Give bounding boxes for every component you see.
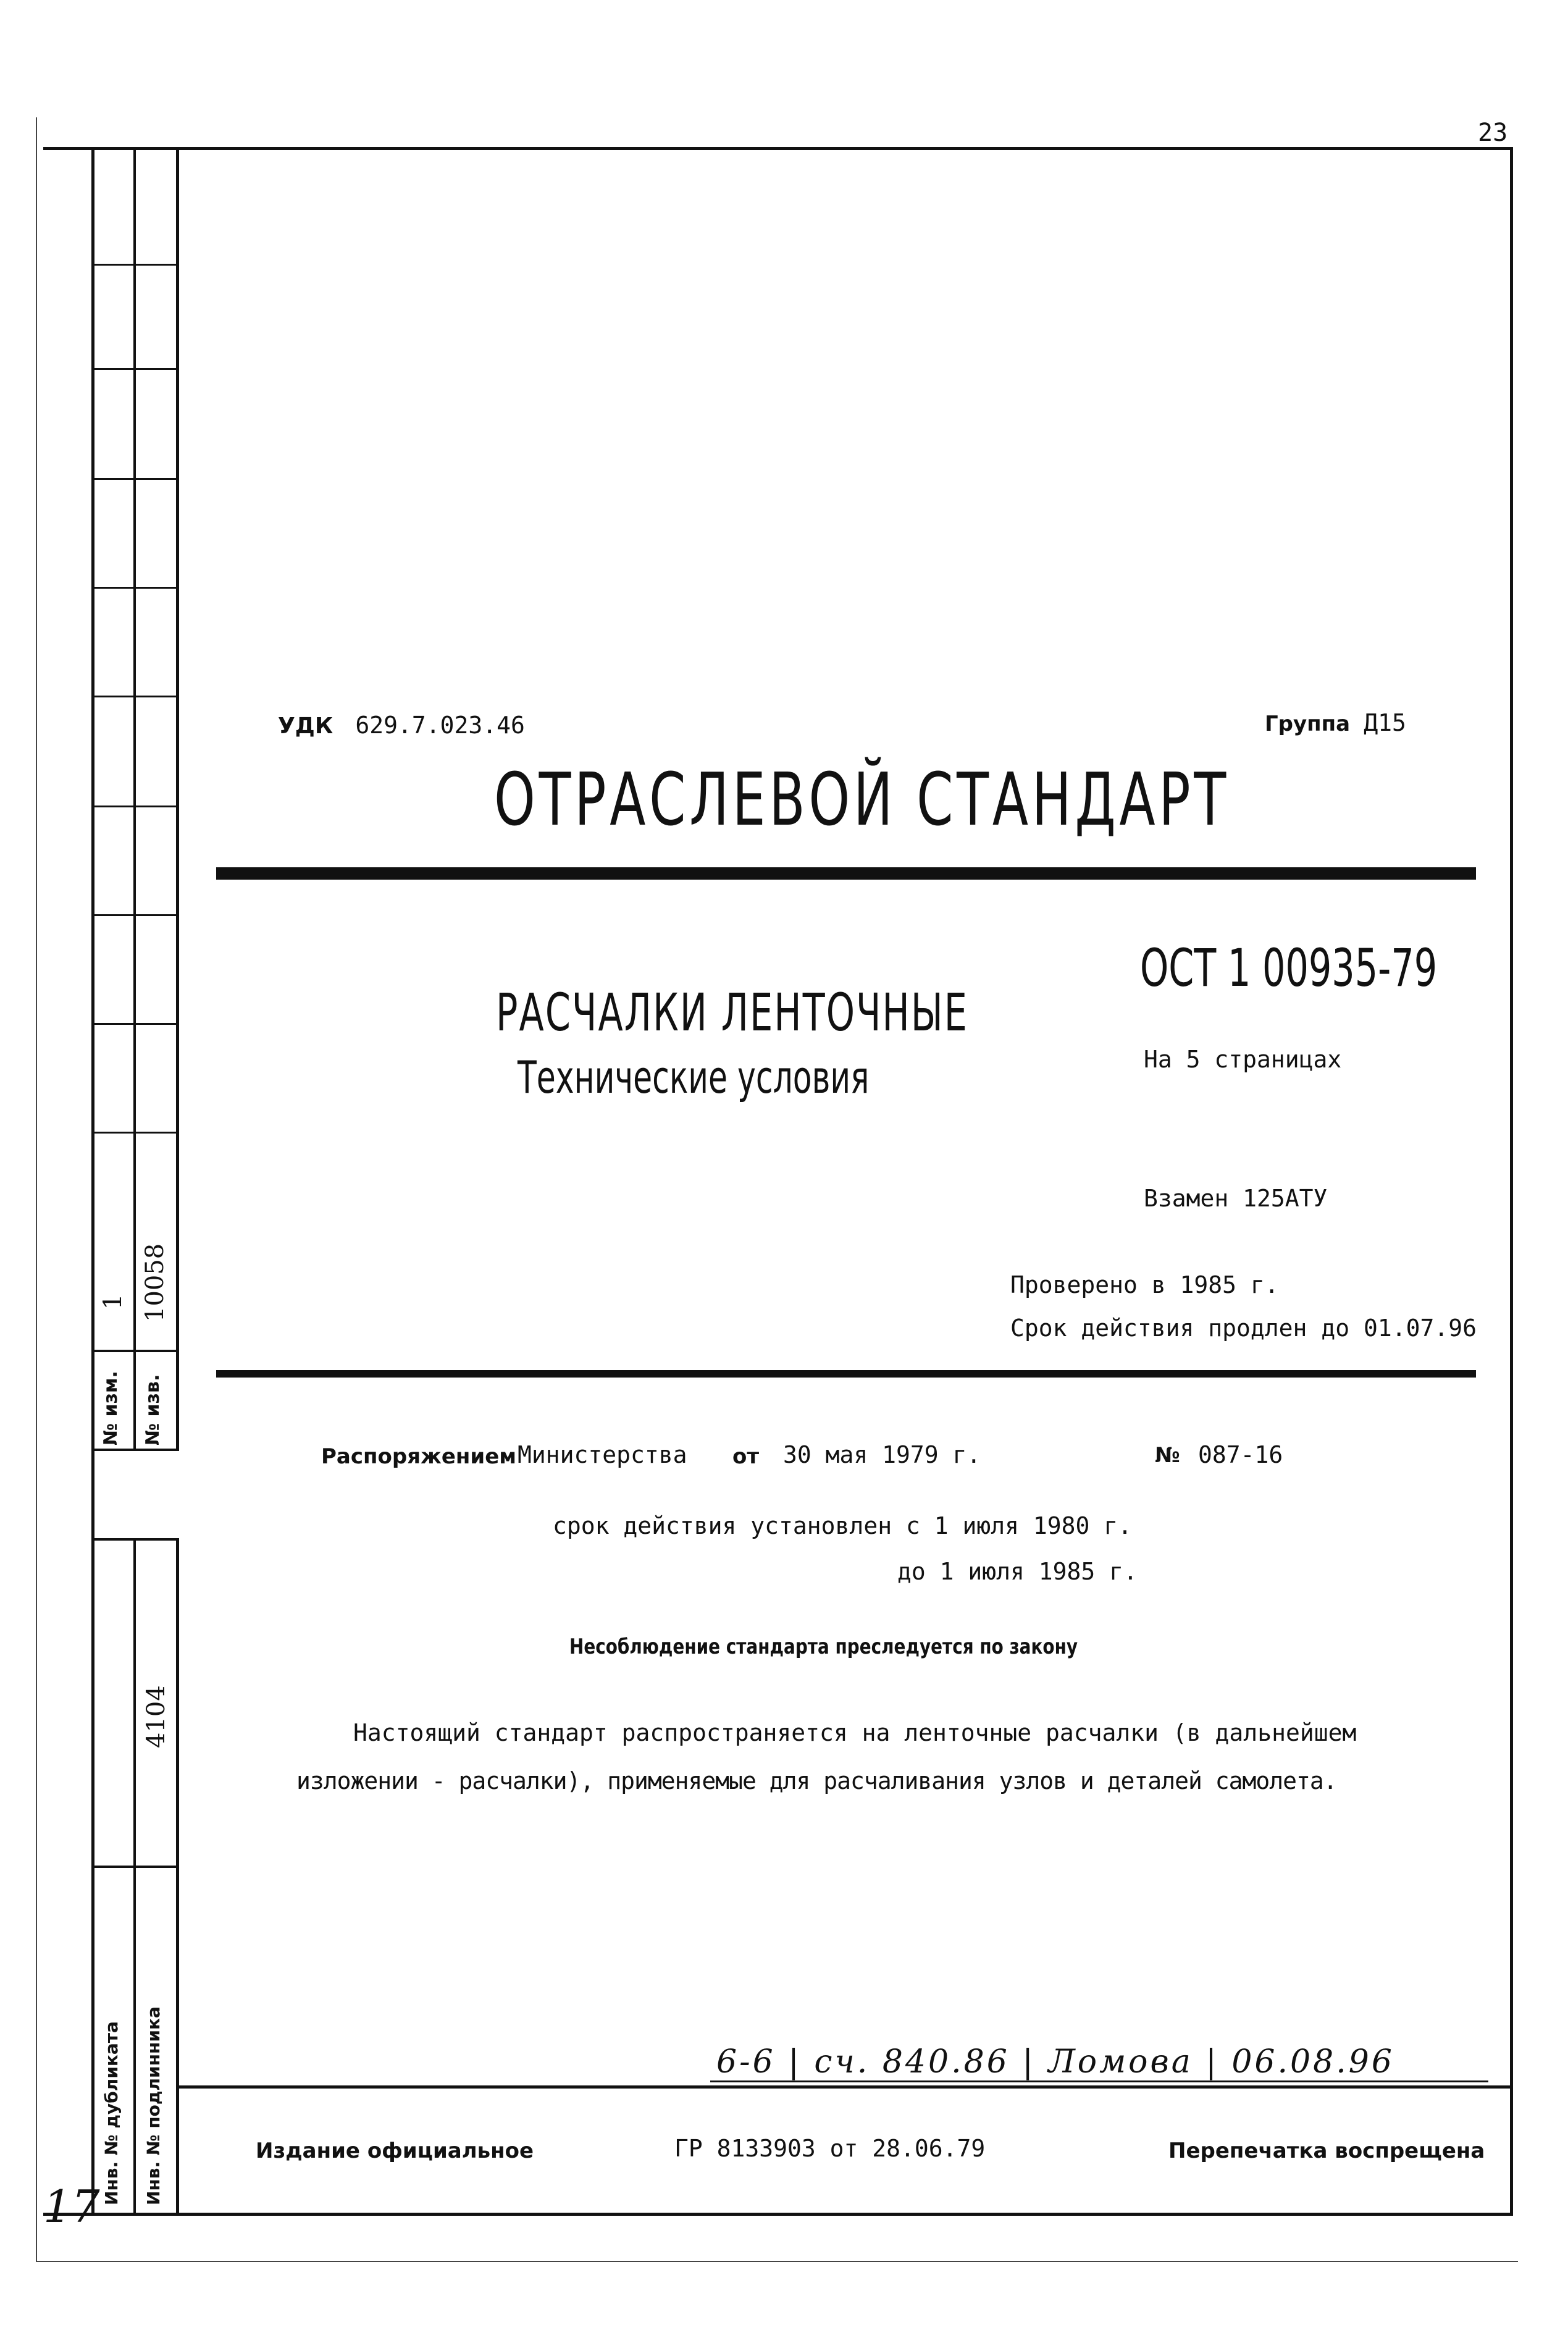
group-line — [1265, 709, 1406, 736]
page-edge-bottom — [36, 2261, 1518, 2262]
stamp-grid-row — [91, 1023, 179, 1025]
checked-year: Проверено в 1985 г. — [1010, 1271, 1279, 1298]
margin-handwritten-note: 17 — [43, 2181, 100, 2232]
change-number-label: № изм. — [100, 1371, 122, 1445]
group-value: Д15 — [1364, 709, 1406, 736]
udk-line — [278, 712, 525, 739]
order-number-label: № — [1155, 1443, 1180, 1468]
stamp-grid-row — [91, 587, 179, 589]
frame-top — [43, 147, 1513, 150]
frame-right — [1510, 147, 1513, 2216]
stamp-col-right-upper — [176, 147, 179, 1450]
footer-reprint-forbidden: Перепечатка воспрещена — [1168, 2139, 1485, 2163]
validity-end: до 1 июля 1985 г. — [897, 1558, 1138, 1585]
stamp-col-divider-lower — [133, 1538, 136, 2216]
order-date: 30 мая 1979 г. — [783, 1441, 981, 1468]
frame-bottom — [43, 2213, 1513, 2216]
order-number: 087-16 — [1198, 1441, 1283, 1468]
stamp-grid-row — [91, 806, 179, 807]
page-count: На 5 страницах — [1144, 1046, 1342, 1073]
handwritten-change-record: 6-6 | сч. 840.86 | Ломова | 06.08.96 — [716, 2043, 1394, 2080]
order-prefix: Распоряжением — [321, 1444, 517, 1469]
notice-number-value: 10058 — [141, 1243, 169, 1322]
original-inventory-label: Инв. № подлинника — [143, 2006, 164, 2205]
stamp-grid-row — [91, 1866, 179, 1868]
stamp-grid-row — [91, 1132, 179, 1134]
duplicate-inventory-label: Инв. № дубликата — [101, 2021, 122, 2205]
scope-line-2: изложении - расчалки), применяемые для расчаливания узлов и деталей самолета. — [296, 1767, 1337, 1794]
scope-line-1: Настоящий стандарт распространяется на ленточные расчалки (в дальнейшем — [353, 1719, 1357, 1746]
udk-value: 629.7.023.46 — [355, 712, 525, 739]
document-subtitle: Технические условия — [518, 1051, 870, 1103]
stamp-grid-row — [91, 914, 179, 916]
stamp-grid-row — [91, 696, 179, 697]
stamp-grid-row — [91, 368, 179, 370]
document-code: ОСТ 1 00935-79 — [1140, 938, 1438, 998]
validity-extended: Срок действия продлен до 01.07.96 — [1010, 1315, 1477, 1342]
replaces: Взамен 125АТУ — [1144, 1185, 1328, 1212]
footer-rule — [179, 2085, 1513, 2089]
document-name: РАСЧАЛКИ ЛЕНТОЧНЫЕ — [496, 982, 969, 1043]
stamp-grid-row — [91, 1538, 179, 1541]
title-rule — [216, 867, 1476, 880]
stamp-grid-row — [91, 264, 179, 266]
frame-left — [91, 147, 94, 2216]
notice-number-label: № изв. — [142, 1374, 164, 1445]
page-number: 23 — [1478, 119, 1508, 147]
footer-registration: ГР 8133903 от 28.06.79 — [674, 2135, 986, 2162]
order-from: от — [732, 1444, 760, 1469]
document-rule — [216, 1370, 1476, 1378]
udk-label: УДК — [278, 713, 333, 739]
original-inventory-value: 4104 — [142, 1685, 170, 1748]
order-ministry: Министерства — [518, 1441, 687, 1468]
stamp-grid-row — [91, 1449, 179, 1451]
page-edge-left — [36, 117, 37, 2261]
stamp-col-right-lower — [176, 1538, 179, 2216]
handwritten-underline — [710, 2080, 1488, 2082]
group-label: Группа — [1265, 712, 1351, 736]
change-number-value: 1 — [99, 1294, 127, 1310]
stamp-col-divider — [133, 147, 136, 1450]
validity-start: срок действия установлен с 1 июля 1980 г. — [553, 1512, 1132, 1539]
standard-title: ОТРАСЛЕВОЙ СТАНДАРТ — [494, 757, 1230, 842]
legal-warning: Несоблюдение стандарта преследуется по закону — [569, 1634, 1078, 1659]
stamp-grid-row — [91, 1350, 179, 1352]
stamp-grid-row — [91, 478, 179, 480]
footer-official-edition: Издание официальное — [256, 2139, 534, 2163]
